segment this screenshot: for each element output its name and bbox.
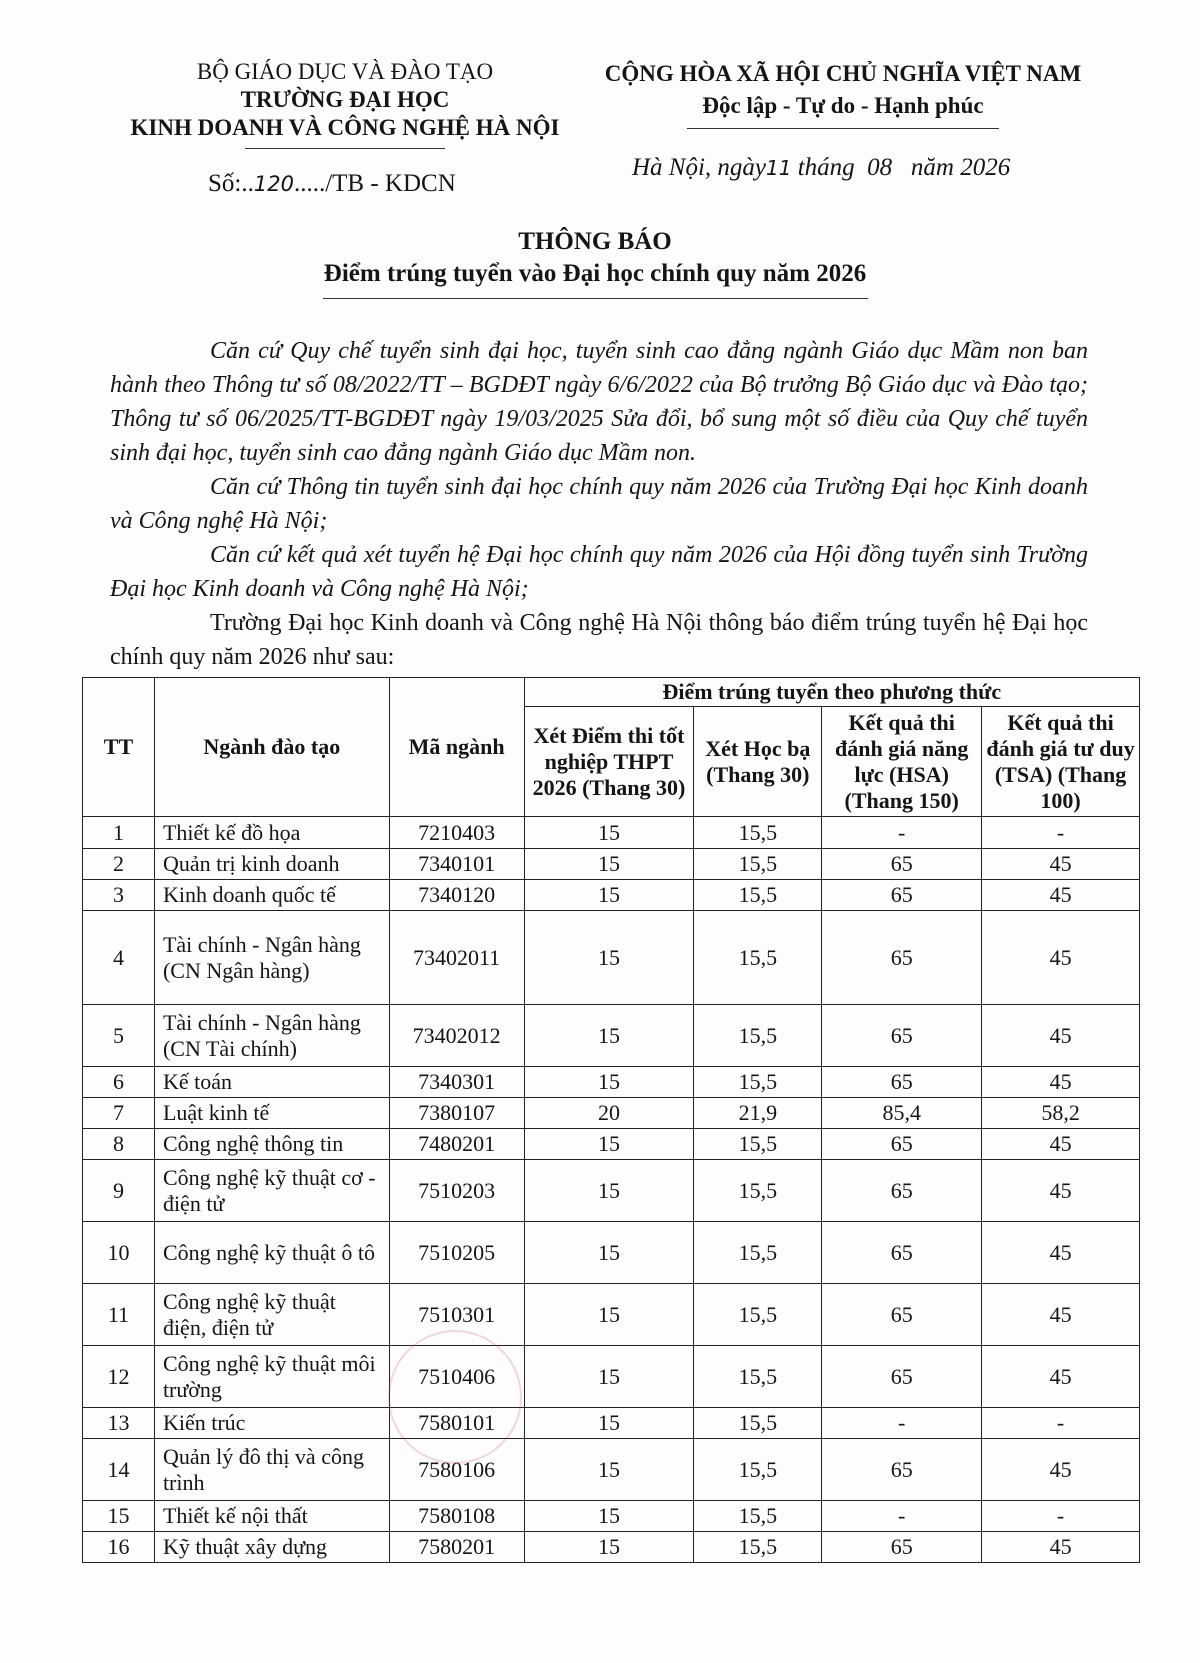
table-body	[83, 817, 1140, 1563]
cell-tt: 4	[83, 911, 155, 1005]
admission-scores-table	[82, 677, 1140, 1563]
cell-major-name: Tài chính - Ngân hàng (CN Ngân hàng)	[154, 911, 389, 1005]
table-row	[83, 911, 1140, 1005]
cell-score-thpt: 15	[524, 1408, 694, 1439]
cell-tt: 2	[83, 849, 155, 880]
cell-score-hocba: 15,5	[694, 911, 822, 1005]
body-paragraph-4: Trường Đại học Kinh doanh và Công nghệ Hà Nội thông báo điểm trúng tuyển hệ Đại học chính quy năm 2026 như sau:	[110, 610, 1088, 670]
cell-score-hocba: 15,5	[694, 880, 822, 911]
cell-score-hocba: 15,5	[694, 1439, 822, 1501]
cell-tt: 3	[83, 880, 155, 911]
document-number	[208, 170, 456, 198]
notice-title-main: THÔNG BÁO	[518, 228, 672, 255]
cell-score-thpt: 15	[524, 1532, 694, 1563]
country-name: CỘNG HÒA XÃ HỘI CHỦ NGHĨA VIỆT NAM	[604, 61, 1082, 86]
table-row	[83, 817, 1140, 849]
cell-score-thpt: 15	[524, 1439, 694, 1501]
cell-major-name: Quản lý đô thị và công trình	[154, 1439, 389, 1501]
cell-major-name: Thiết kế nội thất	[154, 1501, 389, 1532]
cell-score-thpt: 15	[524, 1160, 694, 1222]
cell-major-code: 73402011	[389, 911, 524, 1005]
header-tt: TT	[83, 678, 155, 817]
cell-tt: 6	[83, 1067, 155, 1098]
school-name-line1: TRƯỜNG ĐẠI HỌC	[240, 87, 450, 112]
cell-score-tsa: -	[982, 1501, 1140, 1532]
cell-major-code: 7580108	[389, 1501, 524, 1532]
cell-score-tsa: 45	[982, 911, 1140, 1005]
header-method-hsa: Kết quả thi đánh giá năng lực (HSA) (Thang 150)	[822, 707, 982, 817]
cell-score-hsa: 65	[822, 1067, 982, 1098]
cell-score-hsa: 65	[822, 911, 982, 1005]
cell-major-name: Công nghệ kỹ thuật môi trường	[154, 1346, 389, 1408]
date-line	[632, 154, 1010, 182]
cell-score-thpt: 15	[524, 1284, 694, 1346]
cell-major-code: 7580106	[389, 1439, 524, 1501]
cell-major-code: 7210403	[389, 817, 524, 849]
cell-score-tsa: 45	[982, 1160, 1140, 1222]
table-row	[83, 1005, 1140, 1067]
notice-title-sub: Điểm trúng tuyển vào Đại học chính quy năm 2026	[323, 260, 867, 287]
notice-title	[120, 226, 1070, 299]
cell-major-code: 7510203	[389, 1160, 524, 1222]
table-row	[83, 880, 1140, 911]
cell-tt: 12	[83, 1346, 155, 1408]
cell-tt: 14	[83, 1439, 155, 1501]
cell-score-hsa: 65	[822, 1439, 982, 1501]
title-rule	[323, 298, 868, 299]
cell-score-thpt: 15	[524, 817, 694, 849]
header-right-rule	[687, 128, 999, 129]
cell-score-hsa: 65	[822, 1532, 982, 1563]
cell-score-tsa: 45	[982, 1532, 1140, 1563]
cell-score-hsa: 65	[822, 1160, 982, 1222]
cell-score-tsa: 45	[982, 880, 1140, 911]
cell-score-thpt: 15	[524, 880, 694, 911]
cell-score-hocba: 15,5	[694, 1532, 822, 1563]
cell-major-code: 7510205	[389, 1222, 524, 1284]
cell-major-code: 7340120	[389, 880, 524, 911]
cell-score-hsa: 65	[822, 1346, 982, 1408]
table-row	[83, 1129, 1140, 1160]
table-row	[83, 1408, 1140, 1439]
cell-score-hsa: -	[822, 1408, 982, 1439]
cell-major-name: Công nghệ kỹ thuật ô tô	[154, 1222, 389, 1284]
cell-score-hsa: 65	[822, 1005, 982, 1067]
table-row	[83, 1067, 1140, 1098]
cell-major-name: Kỹ thuật xây dựng	[154, 1532, 389, 1563]
cell-score-hsa: 65	[822, 1284, 982, 1346]
cell-score-thpt: 20	[524, 1098, 694, 1129]
table-row	[83, 1439, 1140, 1501]
cell-tt: 11	[83, 1284, 155, 1346]
cell-score-tsa: 45	[982, 1005, 1140, 1067]
cell-major-name: Thiết kế đồ họa	[154, 817, 389, 849]
cell-score-hsa: -	[822, 817, 982, 849]
cell-score-hocba: 21,9	[694, 1098, 822, 1129]
cell-major-code: 7510301	[389, 1284, 524, 1346]
cell-score-hsa: 65	[822, 1222, 982, 1284]
cell-major-name: Kế toán	[154, 1067, 389, 1098]
body-paragraph-1: Căn cứ Quy chế tuyển sinh đại học, tuyển sinh cao đẳng ngành Giáo dục Mầm non ban hành theo Thông tư số 08/2022/TT – BGDĐT ngày 6/6/2022 của Bộ trưởng Bộ Giáo dục và Đào tạo; Thông tư số 06/2025/TT-BGDĐT ngày 19/03/2025 Sửa đổi, bổ sung một số điều của Quy chế tuyển sinh đại học, tuyển sinh cao đẳng ngành Giáo dục Mầm non.	[110, 338, 1088, 466]
cell-major-name: Công nghệ thông tin	[154, 1129, 389, 1160]
cell-score-hsa: 65	[822, 1129, 982, 1160]
cell-score-tsa: 45	[982, 1129, 1140, 1160]
cell-score-hocba: 15,5	[694, 1346, 822, 1408]
table-row	[83, 1284, 1140, 1346]
national-motto: Độc lập - Tự do - Hạnh phúc	[702, 93, 984, 118]
document-number-suffix: ...../TB - KDCN	[293, 170, 456, 197]
cell-score-tsa: 45	[982, 1067, 1140, 1098]
cell-score-thpt: 15	[524, 1067, 694, 1098]
document-number-prefix: Số:..	[208, 170, 254, 197]
cell-score-thpt: 15	[524, 1222, 694, 1284]
table-row	[83, 1098, 1140, 1129]
cell-major-name: Công nghệ kỹ thuật điện, điện tử	[154, 1284, 389, 1346]
cell-tt: 13	[83, 1408, 155, 1439]
table-row	[83, 1532, 1140, 1563]
table-row	[83, 849, 1140, 880]
date-day: 11	[766, 156, 792, 180]
cell-score-tsa: 58,2	[982, 1098, 1140, 1129]
body-paragraph-3: Căn cứ kết quả xét tuyển hệ Đại học chính quy năm 2026 của Hội đồng tuyển sinh Trường Đại học Kinh doanh và Công nghệ Hà Nội;	[110, 542, 1088, 602]
header-major: Ngành đào tạo	[154, 678, 389, 817]
cell-score-hocba: 15,5	[694, 1284, 822, 1346]
cell-score-hocba: 15,5	[694, 1160, 822, 1222]
cell-score-hocba: 15,5	[694, 1129, 822, 1160]
cell-score-thpt: 15	[524, 1501, 694, 1532]
header-right	[588, 58, 1098, 129]
header-method-thpt: Xét Điểm thi tốt nghiệp THPT 2026 (Thang 30)	[524, 707, 694, 817]
cell-score-hocba: 15,5	[694, 1005, 822, 1067]
cell-major-code: 7380107	[389, 1098, 524, 1129]
school-name-line2: KINH DOANH VÀ CÔNG NGHỆ HÀ NỘI	[130, 115, 560, 140]
header-code: Mã ngành	[389, 678, 524, 817]
cell-score-hocba: 15,5	[694, 1067, 822, 1098]
cell-major-code: 7580201	[389, 1532, 524, 1563]
header-method-group: Điểm trúng tuyển theo phương thức	[524, 678, 1139, 707]
cell-major-name: Quản trị kinh doanh	[154, 849, 389, 880]
cell-score-hsa: -	[822, 1501, 982, 1532]
cell-major-code: 7340101	[389, 849, 524, 880]
cell-major-name: Tài chính - Ngân hàng (CN Tài chính)	[154, 1005, 389, 1067]
cell-major-code: 7480201	[389, 1129, 524, 1160]
cell-score-hsa: 65	[822, 880, 982, 911]
table-row	[83, 1160, 1140, 1222]
cell-major-name: Công nghệ kỹ thuật cơ - điện tử	[154, 1160, 389, 1222]
header-left	[110, 58, 580, 149]
cell-tt: 5	[83, 1005, 155, 1067]
cell-major-name: Kinh doanh quốc tế	[154, 880, 389, 911]
cell-tt: 9	[83, 1160, 155, 1222]
date-prefix: Hà Nội, ngày	[632, 154, 767, 181]
cell-tt: 7	[83, 1098, 155, 1129]
cell-score-hsa: 65	[822, 849, 982, 880]
cell-score-hocba: 15,5	[694, 1408, 822, 1439]
cell-score-thpt: 15	[524, 911, 694, 1005]
cell-score-hocba: 15,5	[694, 849, 822, 880]
cell-score-tsa: 45	[982, 1284, 1140, 1346]
ministry-name: BỘ GIÁO DỤC VÀ ĐÀO TẠO	[196, 59, 494, 84]
cell-score-tsa: 45	[982, 849, 1140, 880]
cell-major-code: 7510406	[389, 1346, 524, 1408]
notice-body	[110, 334, 1088, 674]
header-method-tsa: Kết quả thi đánh giá tư duy (TSA) (Thang 100)	[982, 707, 1140, 817]
cell-major-name: Kiến trúc	[154, 1408, 389, 1439]
document-number-value: 120	[253, 172, 294, 196]
table-row	[83, 1501, 1140, 1532]
cell-score-hocba: 15,5	[694, 817, 822, 849]
cell-score-tsa: -	[982, 1408, 1140, 1439]
cell-score-tsa: -	[982, 817, 1140, 849]
body-paragraph-2: Căn cứ Thông tin tuyển sinh đại học chính quy năm 2026 của Trường Đại học Kinh doanh và Công nghệ Hà Nội;	[110, 474, 1088, 534]
cell-major-code: 73402012	[389, 1005, 524, 1067]
faded-seal	[388, 1330, 522, 1464]
cell-major-name: Luật kinh tế	[154, 1098, 389, 1129]
table-row	[83, 1222, 1140, 1284]
cell-score-tsa: 45	[982, 1346, 1140, 1408]
header-method-hocba: Xét Học bạ (Thang 30)	[694, 707, 822, 817]
cell-score-hsa: 85,4	[822, 1098, 982, 1129]
cell-tt: 8	[83, 1129, 155, 1160]
date-suffix: tháng 08 năm 2026	[791, 154, 1011, 181]
cell-score-hocba: 15,5	[694, 1501, 822, 1532]
cell-score-thpt: 15	[524, 1005, 694, 1067]
cell-score-tsa: 45	[982, 1439, 1140, 1501]
cell-major-code: 7340301	[389, 1067, 524, 1098]
cell-tt: 16	[83, 1532, 155, 1563]
cell-tt: 10	[83, 1222, 155, 1284]
cell-major-code: 7580101	[389, 1408, 524, 1439]
cell-score-thpt: 15	[524, 849, 694, 880]
cell-tt: 1	[83, 817, 155, 849]
table-row	[83, 1346, 1140, 1408]
cell-score-thpt: 15	[524, 1129, 694, 1160]
cell-score-thpt: 15	[524, 1346, 694, 1408]
header-left-rule	[245, 148, 445, 149]
cell-score-hocba: 15,5	[694, 1222, 822, 1284]
cell-tt: 15	[83, 1501, 155, 1532]
cell-score-tsa: 45	[982, 1222, 1140, 1284]
